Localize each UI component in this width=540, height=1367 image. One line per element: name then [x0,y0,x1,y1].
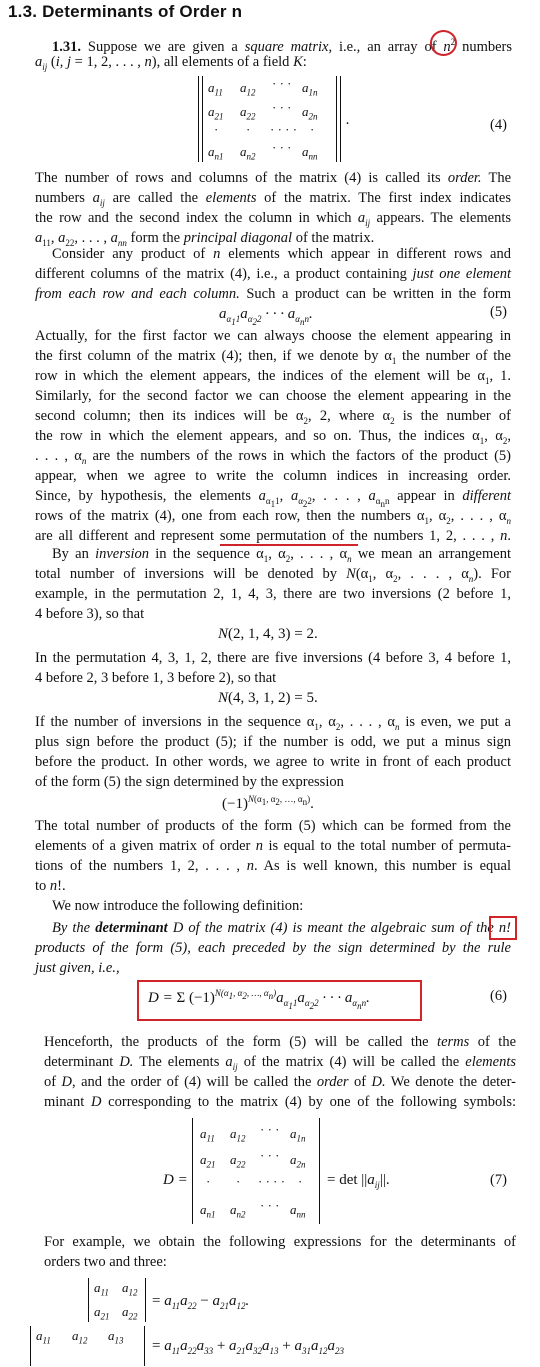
para2-line2: numbers $a_{ij}$ are called the elements of the matrix. The first index indicates [35,190,512,208]
para5-line1: By an inversion in the sequence $\alpha_1$, $\alpha_2$, . . . , $\alpha_n$ we mean an arrangement [52,546,511,564]
para6-line1: In the permutation 4, 3, 1, 2, there are five inversions (4 before 3, 4 before 1, [35,650,511,666]
eq7-label: (7) [490,1172,507,1188]
para4-line3: row in which the element appears, the indices of the element will be $\alpha_1$, 1. [35,368,512,386]
determinant-2x2: $a_{11}$ $a_{12}$ $a_{21}$ $a_{22}$ [88,1278,148,1322]
para4-line4: Similarly, for the second factor we can choose the element appearing in the [35,388,511,404]
eq-sign: $(-1)^{N(\alpha_1, \alpha_2, \dots, \alpha_n)}$. [222,794,314,812]
eq7-rhs: = $\det ||a_{ij}||$. [327,1172,390,1190]
para11-line1: For example, we obtain the following expressions for the determinants of [44,1234,516,1250]
para6-line2: 4 before 2, 3 before 1, 3 before 2), so that [35,670,277,686]
eq-inversions-1: N(2, 1, 4, 3) = 2. [218,626,318,642]
para3-line1: Consider any product of n elements which appear in different rows and [52,246,511,262]
eq4-label: (4) [490,117,507,133]
para4-line10: rows of the matrix (4), one from each row, then the numbers $\alpha_1$, $\alpha_2$, . . . , $\alpha_n$ [35,508,511,526]
para4-line7: . . . , $\alpha_n$ are the numbers of the rows in which the factors of the product (5) [35,448,511,466]
highlight-n-factorial [489,916,517,940]
definition-line3: just given, i.e., [35,960,120,976]
para2-line3: the row and the second index the column in which $a_{ij}$ appears. The elements [35,210,511,228]
eq6-label: (6) [490,988,507,1004]
eq-inversions-2: N(4, 3, 1, 2) = 5. [218,690,318,706]
para5-line3: example, in the permutation 2, 1, 4, 3, there are two inversions (2 before 1, [35,586,511,602]
para4-line8: appear, when we agree to write the column indices in increasing order. [35,468,511,484]
para10-line3: of D, and the order of (4) will be called the order of D. We denote the deter- [44,1074,516,1090]
definition-line1: By the determinant D of the matrix (4) is meant the algebraic sum of the n! [52,920,511,936]
eq5-label: (5) [490,304,507,320]
para4-line5: second column; then its indices will be $\alpha_2$, 2, where $\alpha_2$ is the number of [35,408,511,426]
para1-line2: $a_{ij}$ (i, j = 1, 2, . . . , n), all elements of a field K: [35,54,307,72]
determinant-3x3: $a_{11}$ $a_{12}$ $a_{13}$ [30,1326,146,1366]
para8-line3: tions of the numbers 1, 2, . . . , n. As is well known, this number is equal [35,858,511,874]
matrix-4: $a_{11}$ $a_{12}$ · · · $a_{1n}$ $a_{21}$ $a_{22}$ · · · $a_{2n}$ · · · · · · · $a_{n1}$ $a_{n2}$ · · · $a_{nn}$ [198,76,348,162]
para5-line4: 4 before 3), so that [35,606,145,622]
definition-line2: products of the form (5), each preceded by the sign determined by the rule [35,940,511,956]
para3-line2: different columns of the matrix (4), i.e., a product containing just one element [35,266,511,282]
book-page: 1.3. Determinants of Order n 1.31. Suppose we are given a square matrix, i.e., an array of $n^2$ numbers $a_{ij}$ (i, j = 1, 2, . . . , n), all elements of a field K: $a_{11}$ $a_{12}$ · · · $a_{1n}$ $a_{21}$ $a_{22}$ · · · $a_{2n}$ · · · · · · · $a_{n1}$ $a_{n2}$ · · · $a_{nn}$ . (4) The number of rows and columns of the matrix (4) is called its order. The numbers $a_{ij}$ are called the elements of the matrix. The first index indicates the row and the second index the column in which $a_{ij}$ appears. The elements $a_{11}$, $a_{22}$, . . . , $a_{nn}$ form the principal diagonal of the matrix. Consider any product of n elements which appear in different rows and different columns of the matrix (4), i.e., a product containing just one element from each row and each column. Such a product can be written in the form $a_{\alpha_11}a_{\alpha_22}$ · · · $a_{\alpha_nn}$. (5) Actually, for the first factor we can always choose the element appearing in the first column of the matrix (4); then, if we denote by $\alpha_1$ the number of the row in which the element appears, the indices of the element will be $\alpha_1$, 1. Similarly, for the second factor we can choose the element appearing in the second column; then its indices will be $\alpha_2$, 2, where $\alpha_2$ is the number of the row in which the element appears, and so on. Thus, the indices $\alpha_1$, $\alpha_2$, . . . , $\alpha_n$ are the numbers of the rows in which the factors of the product (5) appear, when we agree to write the column indices in increasing order. Since, by hypothesis, the elements $a_{\alpha_11}$, $a_{\alpha_22}$, . . . , $a_{\alpha_nn}$ appear in different rows of the matrix (4), one from each row, then the numbers $\alpha_1$, $\alpha_2$, . . . , $\alpha_n$ are all different and represent some permutation of the numbers 1, 2, . . . , n. By an inversion in the sequence $\alpha_1$, $\alpha_2$, . . . , $\alpha_n$ we mean an arrangement total number of inversions will be denoted by $N(\alpha_1$, $\alpha_2$, . . . , $\alpha_n$). For example, in the permutation 2, 1, 4, 3, there are two inversions (2 before 1, 4 before 3), so that N(2, 1, 4, 3) = 2. In the permutation 4, 3, 1, 2, there are five inversions (4 before 3, 4 before 1, 4 before 2, 3 before 1, 3 before 2), so that N(4, 3, 1, 2) = 5. If the number of inversions in the sequence $\alpha_1$, $\alpha_2$, . . . , $\alpha_n$ is even, we put a plus sign before the product (5); if the number is odd, we put a minus sign before the product. In other words, we agree to write in front of each product of the form (5) the sign determined by the expression $(-1)^{N(\alpha_1, \alpha_2, \dots, \alpha_n)}$. The total number of products of the form (5) which can be formed from the elements of a given matrix of order n is equal to the total number of permuta- tions of the numbers 1, 2, . . . , n. As is well known, this number is equal to n!. We now introduce the following definition: By the determinant D of the matrix (4) is meant the algebraic sum of the n! products of the form (5), each preceded by the sign determined by the rule just given, i.e., D = Σ $(-1)^{N(\alpha_1, \alpha_2, \dots, \alpha_n)}a_{\alpha_11}a_{\alpha_22}$ · · · $a_{\alpha_nn}$. (6) Henceforth, the products of the form (5) will be called the terms of the determinant D. The elements $a_{ij}$ of the matrix (4) will be called the elements of D, and the order of (4) will be called the order of D. We denote the deter- minant D corresponding to the matrix (4) by one of the following symbols: D = $a_{11}$ $a_{12}$ · · · $a_{1n}$ $a_{21}$ $a_{22}$ · · · $a_{2n}$ · · · · · · · $a_{n1}$ $a_{n2}$ · · · $a_{nn}$ = $\det ||a_{ij}||$. (7) For example, we obtain the following expressions for the determinants of orders two and three: $a_{11}$ $a_{12}$ $a_{21}$ $a_{22}$ = $a_{11}a_{22} - a_{21}a_{12}$. $a_{11}$ $a_{12}$ $a_{13}$ = $a_{11}a_{22}a_{33} + a_{21}a_{32}a_{13} + a_{31}a_{12}a_{23}$ [0,0,540,1367]
para1-line1: 1.31. Suppose we are given a square matrix, i.e., an array of $n^2$ numbers [52,37,512,55]
eq-det3-expansion: = $a_{11}a_{22}a_{33} + a_{21}a_{32}a_{13} + a_{31}a_{12}a_{23}$ [152,1338,344,1356]
para7-line4: of the form (5) the sign determined by the expression [35,774,344,790]
section-heading: 1.3. Determinants of Order n [8,2,243,21]
para7-line2: plus sign before the product (5); if the number is odd, we put a minus sign [35,734,511,750]
para9: We now introduce the following definition: [52,898,304,914]
para2-line4: $a_{11}$, $a_{22}$, . . . , $a_{nn}$ form the principal diagonal of the matrix. [35,230,375,248]
para4-line9: Since, by hypothesis, the elements $a_{\alpha_11}$, $a_{\alpha_22}$, . . . , $a_{\alpha_nn}$ appear in different [35,488,511,509]
para8-line4: to n!. [35,878,66,894]
para10-line4: minant D corresponding to the matrix (4) by one of the following symbols: [44,1094,516,1110]
determinant-7: $a_{11}$ $a_{12}$ · · · $a_{1n}$ $a_{21}$ $a_{22}$ · · · $a_{2n}$ · · · · · · · $a_{n1}$ $a_{n2}$ · · · $a_{nn}$ [192,1118,322,1224]
eq-det2-expansion: = $a_{11}a_{22} - a_{21}a_{12}$. [152,1293,250,1311]
para3-line3: from each row and each column. Such a product can be written in the form [35,286,511,302]
para10-line2: determinant D. The elements $a_{ij}$ of the matrix (4) will be called the elements [44,1054,516,1072]
eq7-lhs: D = [163,1172,188,1188]
eq6: D = Σ $(-1)^{N(\alpha_1, \alpha_2, \dots, \alpha_n)}a_{\alpha_11}a_{\alpha_22}$ · · · $a_{\alpha_nn}$. [148,988,370,1011]
para4-line1: Actually, for the first factor we can always choose the element appearing in [35,328,511,344]
para4-line11: are all different and represent some permutation of the numbers 1, 2, . . . , n. [35,528,511,544]
para7-line1: If the number of inversions in the sequence $\alpha_1$, $\alpha_2$, . . . , $\alpha_n$ is even, we put a [35,714,511,732]
para5-line2: total number of inversions will be denoted by $N(\alpha_1$, $\alpha_2$, . . . , $\alpha_n$). For [35,566,511,584]
para2-line1: The number of rows and columns of the matrix (4) is called its order. The [35,170,512,186]
para4-line6: the row in which the element appears, and so on. Thus, the indices $\alpha_1$, $\alpha_2$, [35,428,511,446]
para7-line3: before the product. In other words, we agree to write in front of each product [35,754,511,770]
para4-line2: the first column of the matrix (4); then, if we denote by $\alpha_1$ the number of the [35,348,511,366]
para10-line1: Henceforth, the products of the form (5) will be called the terms of the [44,1034,516,1050]
para11-line2: orders two and three: [44,1254,167,1270]
para8-line2: elements of a given matrix of order n is equal to the total number of permuta- [35,838,511,854]
para8-line1: The total number of products of the form (5) which can be formed from the [35,818,511,834]
eq5: $a_{\alpha_11}a_{\alpha_22}$ · · · $a_{\alpha_nn}$. [219,306,313,327]
